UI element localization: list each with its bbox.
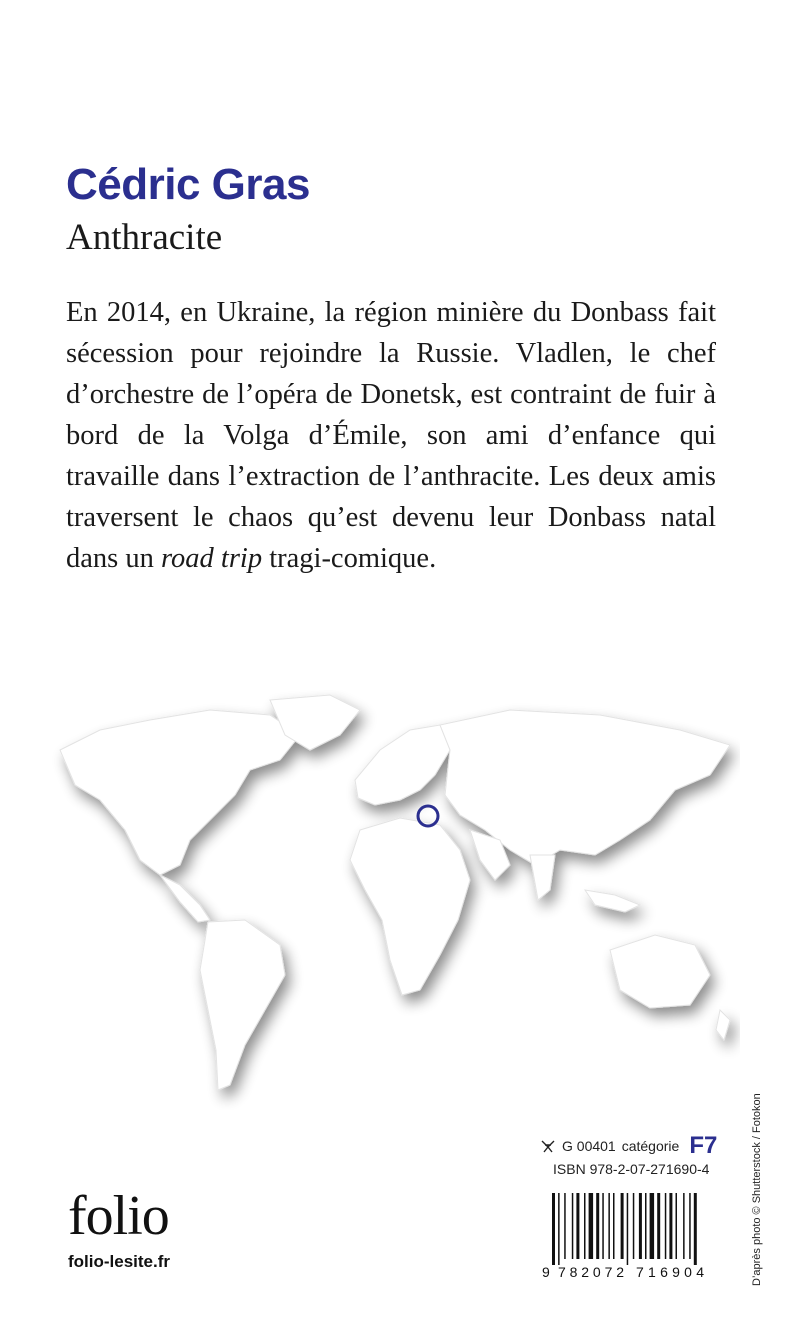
barcode-bar: [564, 1193, 566, 1259]
barcode-bar: [657, 1193, 660, 1259]
barcode-bar: [689, 1193, 691, 1259]
barcode-bar: [676, 1193, 678, 1259]
category-label: catégorie: [621, 1138, 680, 1154]
gallimard-mark-icon: [540, 1138, 556, 1154]
barcode-bar: [683, 1193, 685, 1259]
barcode-bar: [639, 1193, 642, 1259]
barcode-digits-left: 782072: [558, 1264, 624, 1280]
barcode-digits-right: 716904: [636, 1264, 704, 1280]
back-cover-blurb: [66, 292, 716, 579]
book-title: Anthracite: [66, 217, 223, 258]
barcode-bar: [645, 1193, 647, 1259]
barcode-bar: [627, 1193, 629, 1265]
world-map: [40, 690, 740, 1110]
catalog-code: G 00401: [562, 1138, 616, 1154]
barcode-bar: [576, 1193, 579, 1259]
publisher-site: folio-lesite.fr: [68, 1252, 171, 1271]
africa-shape: [350, 818, 470, 995]
barcode-bar: [572, 1193, 574, 1259]
author-name: Cédric Gras: [66, 160, 310, 209]
barcode-bar: [621, 1193, 624, 1259]
photo-credit: D’après photo © Shutterstock / Fotokon: [751, 1093, 763, 1286]
central-america-shape: [160, 875, 210, 922]
barcode-bar: [602, 1193, 604, 1259]
blurb-text: En 2014, en Ukraine, la région minière du Donbass fait sécession pour rejoindre la Russie. Vladlen, le chef d’orchestre de l’opéra de Donetsk, est contraint de fuir à bord de la Volga d’Émile, son ami d’enfance qui travaille dans l’extraction de l’anthracite. Les deux amis traversent le chaos qu’est devenu leur Donbass natal dans un: [66, 297, 716, 574]
north-america-shape: [60, 710, 300, 875]
europe-shape: [355, 725, 450, 805]
catalog-row: [540, 1132, 717, 1160]
barcode-bar: [669, 1193, 672, 1259]
barcode-bar: [694, 1193, 697, 1265]
barcode: [540, 1193, 714, 1281]
barcode-bar: [558, 1193, 560, 1265]
barcode-bar: [613, 1193, 615, 1259]
publisher-logo: folio: [68, 1185, 169, 1247]
category-value: F7: [689, 1132, 718, 1159]
indonesia-shape: [585, 890, 640, 912]
blurb-text-end: tragi-comique.: [262, 543, 437, 574]
barcode-bar: [584, 1193, 586, 1259]
barcode-bar: [589, 1193, 594, 1259]
barcode-bar: [596, 1193, 599, 1259]
barcode-bar: [650, 1193, 655, 1259]
blurb-italic: road trip: [161, 543, 263, 574]
australia-shape: [610, 935, 710, 1008]
barcode-bar: [665, 1193, 667, 1259]
barcode-bar: [633, 1193, 635, 1259]
barcode-bar: [552, 1193, 555, 1265]
barcode-digit-first: 9: [542, 1264, 550, 1280]
isbn: ISBN 978-2-07-271690-4: [553, 1161, 710, 1177]
new-zealand-shape: [716, 1010, 730, 1040]
barcode-bar: [608, 1193, 610, 1259]
south-america-shape: [200, 920, 285, 1090]
